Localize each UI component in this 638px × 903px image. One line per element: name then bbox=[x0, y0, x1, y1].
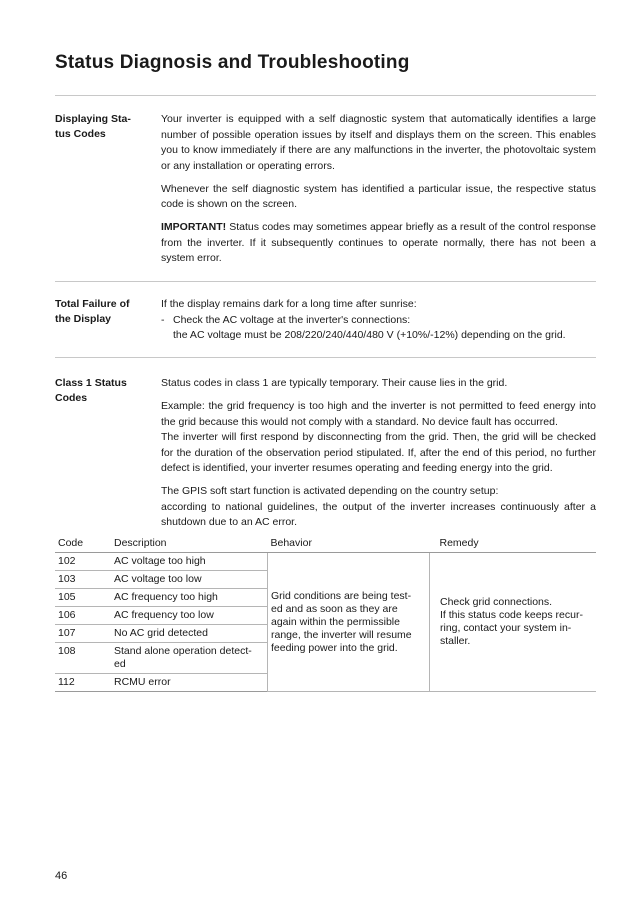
paragraph: Your inverter is equipped with a self diagnostic system that automatically identifies a large number of possible operation issues by itself and displays them on the screen. This enables you to know immediately if there are any malfunctions in the inverter, the photovoltaic system or any installation or operating errors. bbox=[161, 113, 596, 172]
description-cell: AC frequency too high bbox=[111, 589, 268, 607]
code-cell: 106 bbox=[55, 607, 111, 625]
column-header-code: Code bbox=[55, 533, 111, 553]
section-label-class1: Class 1 Status Codes bbox=[55, 377, 127, 404]
column-header-behavior: Behavior bbox=[268, 533, 430, 553]
column-header-remedy: Remedy bbox=[430, 533, 597, 553]
code-cell: 102 bbox=[55, 553, 111, 571]
paragraph: Whenever the self diagnostic system has identified a particular issue, the respective status code is shown on the screen. bbox=[161, 182, 596, 210]
status-code-table bbox=[55, 533, 596, 692]
section-label-displaying: Displaying Sta- tus Codes bbox=[55, 113, 131, 140]
important-label: IMPORTANT! bbox=[161, 221, 227, 233]
dash-bullet: - bbox=[161, 313, 165, 326]
description-cell: AC voltage too high bbox=[111, 553, 268, 571]
check-item-detail: the AC voltage must be 208/220/240/440/480 V (+10%/-12%) depending on the grid. bbox=[173, 329, 566, 341]
section-body-class1 bbox=[161, 376, 596, 538]
code-cell: 112 bbox=[55, 674, 111, 692]
description-cell: AC frequency too low bbox=[111, 607, 268, 625]
paragraph: If the display remains dark for a long time after sunrise: bbox=[161, 298, 417, 310]
paragraph: Example: the grid frequency is too high and the inverter is not permitted to feed energy into the grid because this would not comply with a standard. No device fault has occurred. The inverter will first respond by disconnecting from the grid. Then, the grid will be checked for the duration of the observation period stipulated. If, after the end of this period, no further defect is identified, your inverter resumes operating and feeding energy into the grid. bbox=[161, 400, 596, 474]
important-paragraph bbox=[161, 220, 596, 267]
paragraph: Status codes in class 1 are typically temporary. Their cause lies in the grid. bbox=[161, 377, 508, 389]
page-title: Status Diagnosis and Troubleshooting bbox=[55, 52, 410, 73]
code-cell: 103 bbox=[55, 571, 111, 589]
code-cell: 108 bbox=[55, 643, 111, 674]
important-text: Status codes may sometimes appear briefly as a result of the control response from the inverter. If it subsequently continues to operate normally, there has not been a system error. bbox=[161, 221, 596, 264]
section-divider bbox=[55, 357, 596, 358]
section-body-displaying bbox=[161, 112, 596, 274]
behavior-cell: Grid conditions are being test- ed and as soon as they are again within the permissible range, the inverter will resume feeding power into the grid. bbox=[268, 553, 430, 692]
section-body-total-failure bbox=[161, 297, 596, 344]
code-cell: 105 bbox=[55, 589, 111, 607]
description-cell: RCMU error bbox=[111, 674, 268, 692]
paragraph: The GPIS soft start function is activated depending on the country setup: according to national guidelines, the output of the inverter increases continuously after a shutdown due to an AC error. bbox=[161, 485, 596, 528]
table-row bbox=[55, 553, 596, 571]
description-cell: No AC grid detected bbox=[111, 625, 268, 643]
section-divider bbox=[55, 281, 596, 282]
description-cell: AC voltage too low bbox=[111, 571, 268, 589]
section-label-total-failure: Total Failure of the Display bbox=[55, 298, 130, 325]
title-divider bbox=[55, 95, 596, 96]
check-item bbox=[161, 313, 596, 329]
table-header-row bbox=[55, 533, 596, 553]
page-number: 46 bbox=[55, 870, 68, 882]
check-item-text: Check the AC voltage at the inverter's connections: bbox=[173, 313, 411, 326]
code-cell: 107 bbox=[55, 625, 111, 643]
column-header-description: Description bbox=[111, 533, 268, 553]
description-cell: Stand alone operation detect- ed bbox=[111, 643, 268, 674]
remedy-cell: Check grid connections. If this status code keeps recur- ring, contact your system in- staller. bbox=[430, 553, 597, 692]
